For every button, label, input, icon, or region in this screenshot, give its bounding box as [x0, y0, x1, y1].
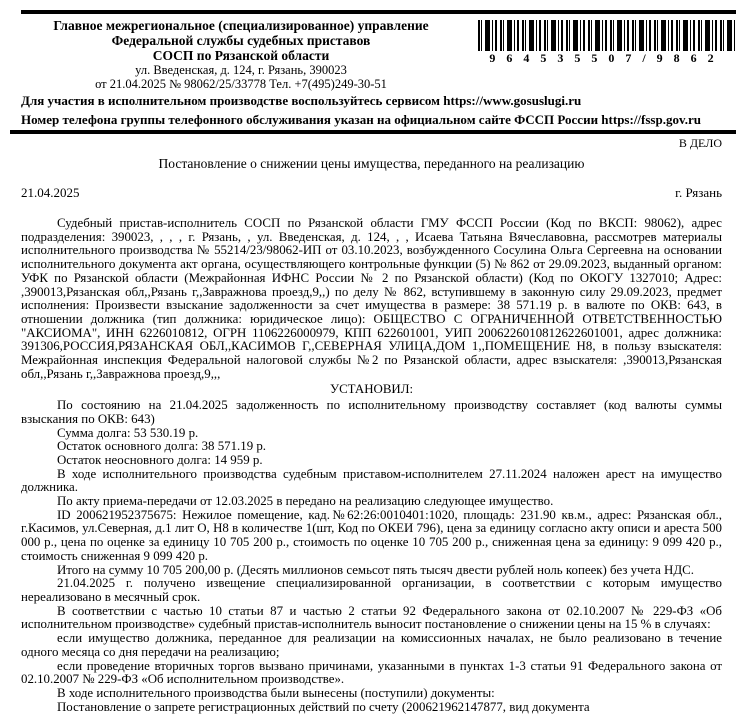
principal-debt-line: Остаток основного долга: 38 571.19 р. [57, 439, 267, 454]
header-divider [10, 130, 736, 134]
issuer-org-name: Главное межрегиональное (специализированное) управление Федеральной службы судебных приставов [53, 18, 429, 48]
phone-notice: Номер телефона группы телефонного обслуживания указан на официальном сайте ФССП России https://fssp.gov.ru [21, 112, 701, 127]
issuer-department: СОСП по Рязанской области [152, 48, 330, 63]
case-condition-1-paragraph: если имущество должника, переданное для реализации на комиссионных началах, не было реализовано в течение одного месяца со дня передачи на реализацию; [21, 631, 722, 659]
document-city: г. Рязань [675, 185, 722, 200]
established-heading: УСТАНОВИЛ: [329, 382, 414, 397]
transfer-act-paragraph: По акту приема-передачи от 12.03.2025 в передано на реализацию следующее имущество. [57, 494, 554, 509]
debt-total-line: Сумма долга: 53 530.19 р. [57, 425, 199, 440]
barcode-digits: 964535507/9862 [478, 51, 736, 65]
documents-intro-line: В ходе исполнительного производства были вынесены (поступили) документы: [57, 685, 495, 700]
clipped-document-line: Постановление о запрете регистрационных действий по счету (200621962147877, вид документа [57, 699, 590, 714]
document-body [21, 217, 722, 714]
intro-paragraph: Судебный пристав-исполнитель СОСП по Рязанской области ГМУ ФССП России (Код по ВКСП: 98062), адрес подразделения: 390023, , , , г. Рязань, , ул. Введенская, д. 124, , , Исаева Татьяна Вячеславовна, рассмотрев материалы исполнительного производства № 55214/23/98062-ИП от 03.10.2023, возбужденного Сосулина Ольга Сергеевна на основании исполнительного документа акт органа, осуществляющего контрольные функции (5) № 862 от 29.09.2023, выданный органом: УФК по Рязанской области (Межрайонная ИФНС России № 2 по Рязанской области) (Код по ОКОГУ 1327010; Адрес: ,390013,Рязанская обл,,Рязань г,,Завражнова проезд,9,,) по делу № 862, вступившему в законную силу 29.09.2023, предмет исполнения: Произвести взыскание задолженности за счет имущества в размере: 38 571.19 р. в валюте по ОКВ: 643, в отношении должника (тип должника: юридическое лицо): ОБЩЕСТВО С ОГРАНИЧЕННОЙ ОТВЕТСТВЕННОСТЬЮ "АКСИОМА", ИНН 6226010812, ОГРН 1106226000979, КПП 622601001, УИП 2006226010812622601001, адрес должника: 391306,РОССИЯ,РЯЗАНСКАЯ ОБЛ,,КАСИМОВ Г,,СЕВЕРНАЯ УЛИЦА,ДОМ 1,,ПОМЕЩЕНИЕ Н8, в пользу взыскателя: Межрайонная инспекция Федеральной налоговой службы №2 по Рязанской области, адрес взыскателя: ,390013,Рязанская обл,,Рязань г,,Завражнова проезд,9,,, [21, 216, 722, 381]
top-divider [21, 10, 736, 14]
debt-status-paragraph: По состоянию на 21.04.2025 задолженность по исполнительному производству составляет (код валюты суммы взыскания по ОКВ: 643) [21, 398, 722, 426]
issuer-address: ул. Введенская, д. 124, г. Рязань, 390023 [135, 63, 347, 77]
legal-basis-paragraph: В соответствии с частью 10 статьи 87 и частью 2 статьи 92 Федерального закона от 02.10.2007 № 229-ФЗ «Об исполнительном производстве» судебный пристав-исполнитель выносит постановление о снижении цены на 15 % в случаях: [21, 603, 722, 632]
document-reference-line: от 21.04.2025 № 98062/25/33778 Тел. +7(495)249-30-51 [95, 76, 387, 91]
document-date: 21.04.2025 [21, 185, 80, 200]
barcode [478, 20, 736, 65]
arrest-paragraph: В ходе исполнительного производства судебным приставом-исполнителем 27.11.2024 наложен арест на имущество должника. [21, 466, 722, 495]
case-condition-2-paragraph: если проведение вторичных торгов вызвано причинами, указанными в пунктах 1-3 статьи 91 Федерального закона от 02.10.2007 № 229-ФЗ «Об исполнительном производстве». [21, 658, 722, 687]
property-description-paragraph: ID 200621952375675: Нежилое помещение, кад.№62:26:0010401:1020, площадь: 231.90 кв.м., адрес: Рязанская обл., г.Касимов, ул.Северная, д.1 лит О, Н8 в количестве 1(шт, Код по ОКЕИ 796), цена за единицу согласно акту описи и ареста 500 000 р., цена по оценке за единицу 10 705 200 р., стоимость по оценке 10 705 200 р., сниженная цена за единицу: 9 099 420 р., стоимость сниженная 9 099 420 р. [21, 507, 722, 563]
case-mark: В ДЕЛО [678, 136, 722, 150]
gosuslugi-notice: Для участия в исполнительном производстве воспользуйтесь сервисом https://www.gosuslugi.ru [21, 93, 582, 108]
notice-received-paragraph: 21.04.2025 г. получено извещение специализированной организации, в соответствии с которым имущество нереализовано в месячный срок. [21, 576, 722, 604]
document-title: Постановление о снижении цены имущества, переданного на реализацию [158, 156, 585, 171]
issuer-block [21, 18, 461, 90]
document-header [21, 18, 725, 91]
total-sum-paragraph: Итого на сумму 10 705 200,00 р. (Десять миллионов семьсот пять тысяч двести рублей ноль копеек) без учета НДС. [57, 562, 694, 577]
non-principal-debt-line: Остаток неосновного долга: 14 959 р. [57, 452, 263, 467]
dateline [21, 185, 722, 200]
